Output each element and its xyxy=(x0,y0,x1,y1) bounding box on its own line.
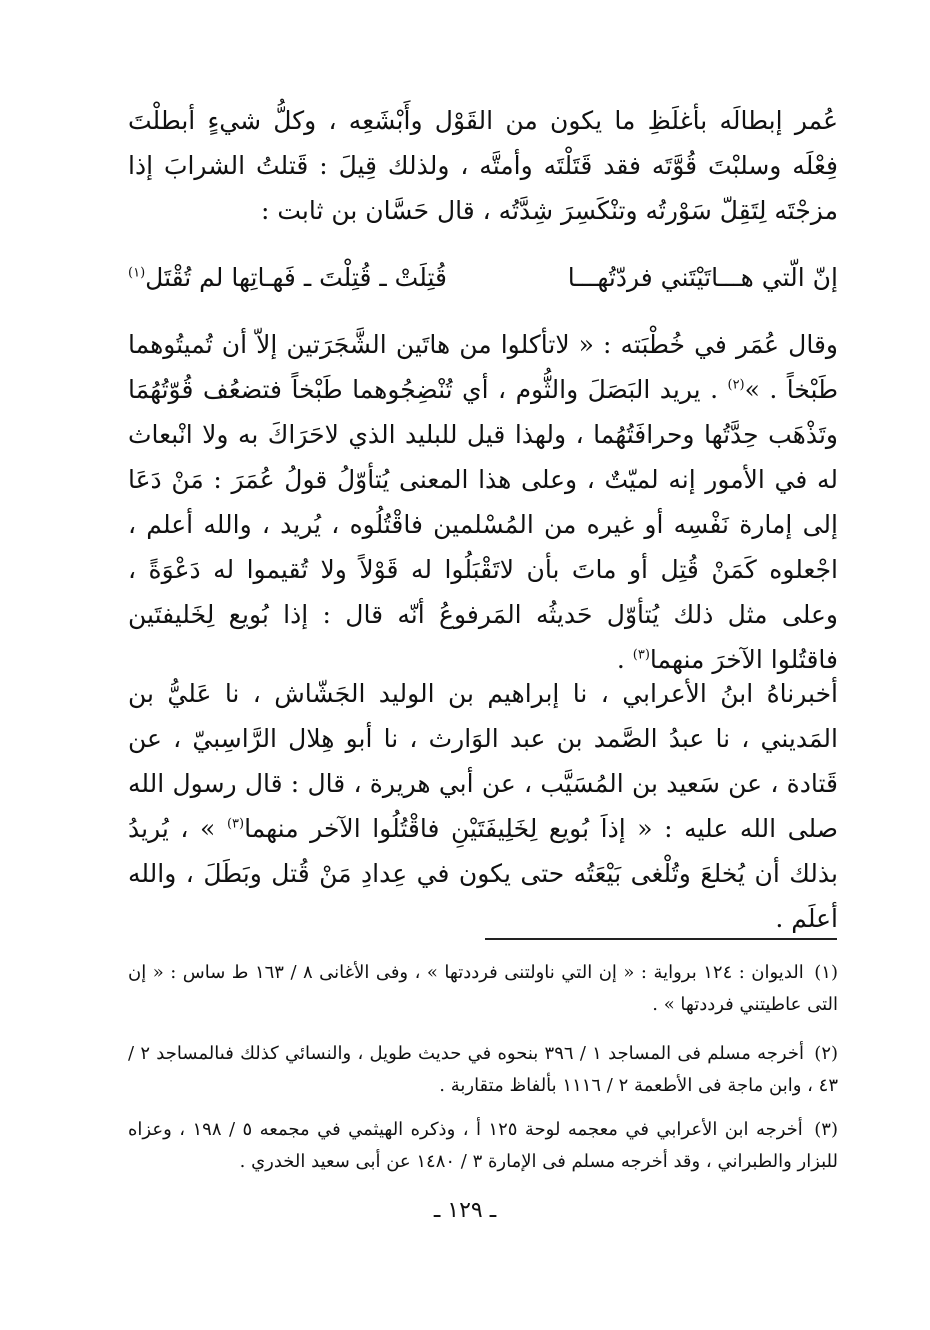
footnote-1-text: الديوان : ١٢٤ برواية : « إن التي ناولتنى فرددتها » ، وفى الأغانى ٨ / ١٦٣ ط ساس : « إن التى عاطيتني فرددتها » . xyxy=(128,962,838,1015)
footnote-3-text: أخرجه ابن الأعرابي في معجمه لوحة ١٢٥ أ ، وذكره الهيثمي في مجمعه ٥ / ١٩٨ ، وعزاه للبزار والطبراني ، وقد أخرجه مسلم فى الإمارة ٣ / ١٤٨٠ عن أبى سعيد الخدري . xyxy=(128,1119,838,1172)
verse-second-hemistich xyxy=(128,255,447,300)
footnote-1 xyxy=(128,957,838,1021)
footnote-ref-3: (٣) xyxy=(632,647,650,663)
footnote-1-marker: (١) xyxy=(814,962,838,983)
page-number: ـ ١٢٩ ـ xyxy=(433,1198,497,1223)
paragraph-3 xyxy=(128,671,838,941)
paragraph-2-text-end: . xyxy=(616,645,633,674)
paragraph-3-text-end: » ، يُريدُ بذلك أن يُخلعَ وتُلْغى بَيْعَتُه حتى يكون في عِدادِ مَنْ قُتل وبَطَلَ ، والله أعلَم . xyxy=(128,814,838,933)
footnote-divider xyxy=(485,938,837,940)
footnote-3-marker: (٣) xyxy=(814,1119,838,1140)
footnote-2-marker: (٢) xyxy=(814,1043,839,1064)
footnote-2 xyxy=(128,1038,838,1102)
footnote-ref-2: (٢) xyxy=(727,377,745,393)
paragraph-1: عُمر إبطالَه بأغلَظِ ما يكون من القَوْل وأَبْشَعِه ، وكلُّ شيءٍ أبطلْتَ فِعْلَه وسلبْتَ قُوَّتَه فقد قَتَلْتَه وأمتَّه ، ولذلك قِيلَ : قَتلتُ الشرابَ إذا مزجْتَه لِتَقِلّ سَوْرتُه وتنْكَسِرَ شِدَّتُه ، قال حَسَّان بن ثابت : xyxy=(128,106,838,225)
verse-second-hemistich-text: قُتِلَتْ ـ قُتِلْتَ ـ فَهـاتِها لم تُقْتَل xyxy=(145,263,447,292)
paragraph-2 xyxy=(128,322,838,682)
footnote-2-text: أخرجه مسلم فى المساجد ١ / ٣٩٦ بنحوه في حديث طويل ، والنسائي كذلك فىالمساجد ٢ / ٤٣ ، وابن ماجة فى الأطعمة ٢ / ١١١٦ بألفاظ متقاربة . xyxy=(128,1043,838,1096)
paragraph-3-text-start: أخبرناهُ ابنُ الأعرابي ، نا إبراهيم بن الوليد الجَشّاش ، نا عَليُّ بن المَديني ، نا عبدُ الصَّمد بن عبد الوَارث ، نا أبو هِلال الرَّاسِبيّ ، عن قَتادة ، عن سَعيد بن المُسَيَّب ، عن أبي هريرة ، قال : قال رسول الله صلى الله عليه : « إذاَ بُويع لِخَلِيفَتَيْنِ فاقْتُلُوا الآخر منهما xyxy=(128,679,838,843)
footnote-ref-3b: (٣) xyxy=(226,816,245,832)
footnote-3 xyxy=(128,1114,838,1178)
paragraph-2-text-middle: . يريد البَصَلَ والثُّوم ، أي تُنْضِجُوهما طَبْخاً فتضعُف قُوّتُهُمَا وتَذْهَب حِدَّتُها وحرافَتُهُما ، ولهذا قيل للبليد الذي لاحَرَاكَ به ولا انْبعاث له في الأمور إنه لميّتٌ ، وعلى هذا المعنى يُتأوّلُ قولُ عُمَرَ : مَنْ دَعَا إلى إمارة نَفْسِه أو غيره من المُسْلمين فاقْتُلُوه ، يُريد ، والله أعلم ، اجْعلوه كَمَنْ قُتِل أو ماتَ بأن لاتَقْبَلُوا له قَوْلاً ولا تُقيموا له دَعْوَةً ، وعلى مثل ذلك يُتأوّل حَديثُه المَرفوعُ أنّه قال : إذا بُويع لِخَليفتَين فاقتُلوا الآخرَ منهما xyxy=(128,375,838,674)
paragraph-2-text-start: وقال عُمَر في خُطْبَته : « لاتأكلوا من هاتَين الشَّجَرَتين إلاّ أن تُميتُوهما طَبْخاً . » xyxy=(128,330,838,404)
poetry-verse xyxy=(128,255,838,300)
footnote-ref-1: (١) xyxy=(128,265,146,281)
verse-first-hemistich: إنّ الّتي هـــاتَيْتَني فردّتُهـــا xyxy=(567,263,838,292)
